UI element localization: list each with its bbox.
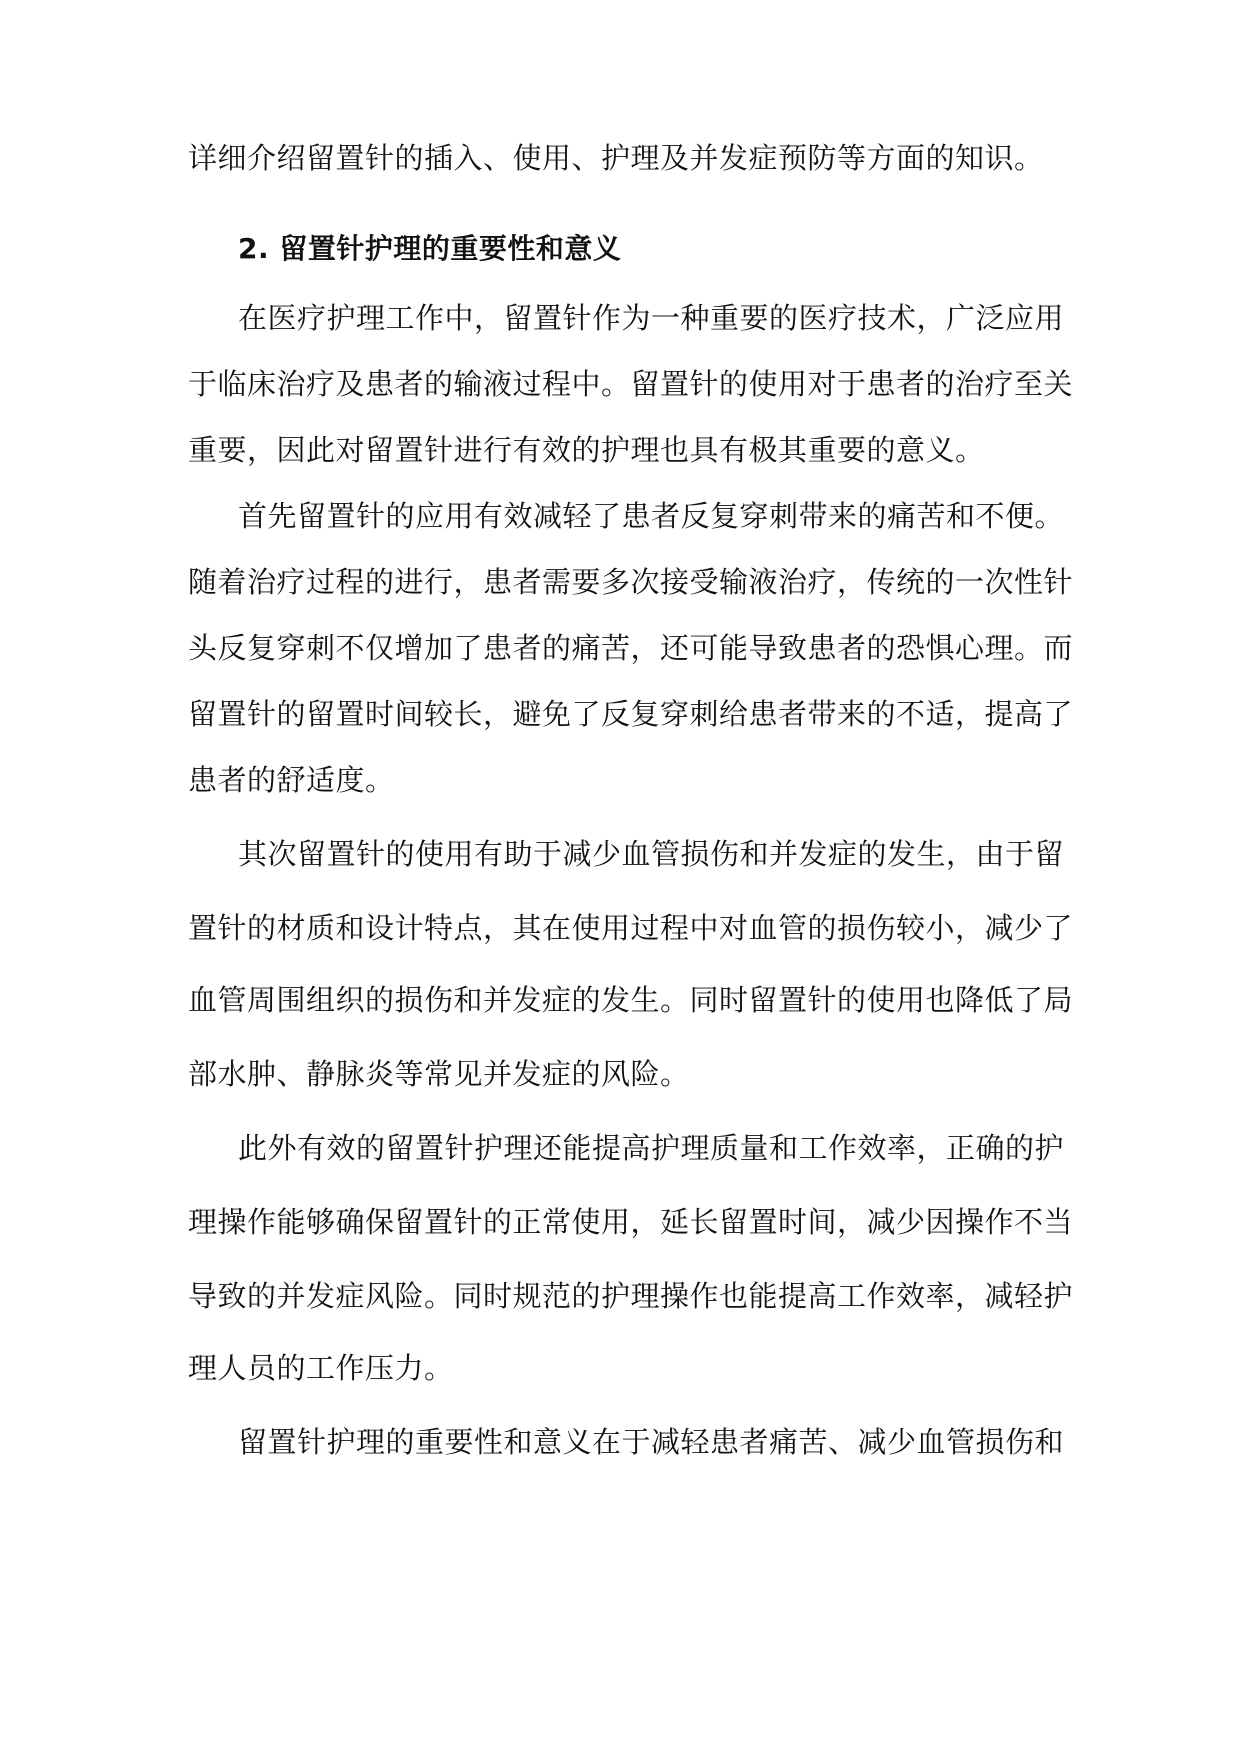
text-line: 首先留置针的应用有效减轻了患者反复穿刺带来的痛苦和不便。 [238, 499, 1065, 533]
text-line: 留置针护理的重要性和意义在于减轻患者痛苦、减少血管损伤和 [238, 1425, 1065, 1459]
text-line: 于临床治疗及患者的输液过程中。留置针的使用对于患者的治疗至关 [188, 367, 1074, 401]
text-line: 留置针的留置时间较长，避免了反复穿刺给患者带来的不适，提高了 [188, 697, 1074, 731]
text-line: 部水肿、静脉炎等常见并发症的风险。 [188, 1057, 690, 1091]
section-heading: 2. 留置针护理的重要性和意义 [238, 232, 622, 265]
text-line: 重要，因此对留置针进行有效的护理也具有极其重要的意义。 [188, 433, 985, 467]
text-line: 头反复穿刺不仅增加了患者的痛苦，还可能导致患者的恐惧心理。而 [188, 631, 1074, 665]
text-line: 置针的材质和设计特点，其在使用过程中对血管的损伤较小，减少了 [188, 911, 1074, 945]
text-line: 详细介绍留置针的插入、使用、护理及并发症预防等方面的知识。 [188, 141, 1044, 175]
text-line: 随着治疗过程的进行，患者需要多次接受输液治疗，传统的一次性针 [188, 565, 1074, 599]
text-line: 理人员的工作压力。 [188, 1351, 454, 1385]
text-line: 血管周围组织的损伤和并发症的发生。同时留置针的使用也降低了局 [188, 983, 1074, 1017]
text-line: 患者的舒适度。 [188, 763, 395, 797]
text-line: 其次留置针的使用有助于减少血管损伤和并发症的发生，由于留 [238, 837, 1065, 871]
text-line: 在医疗护理工作中，留置针作为一种重要的医疗技术，广泛应用 [238, 301, 1065, 335]
text-line: 理操作能够确保留置针的正常使用，延长留置时间，减少因操作不当 [188, 1205, 1074, 1239]
text-line: 导致的并发症风险。同时规范的护理操作也能提高工作效率，减轻护 [188, 1279, 1074, 1313]
text-line: 此外有效的留置针护理还能提高护理质量和工作效率，正确的护 [238, 1131, 1065, 1165]
